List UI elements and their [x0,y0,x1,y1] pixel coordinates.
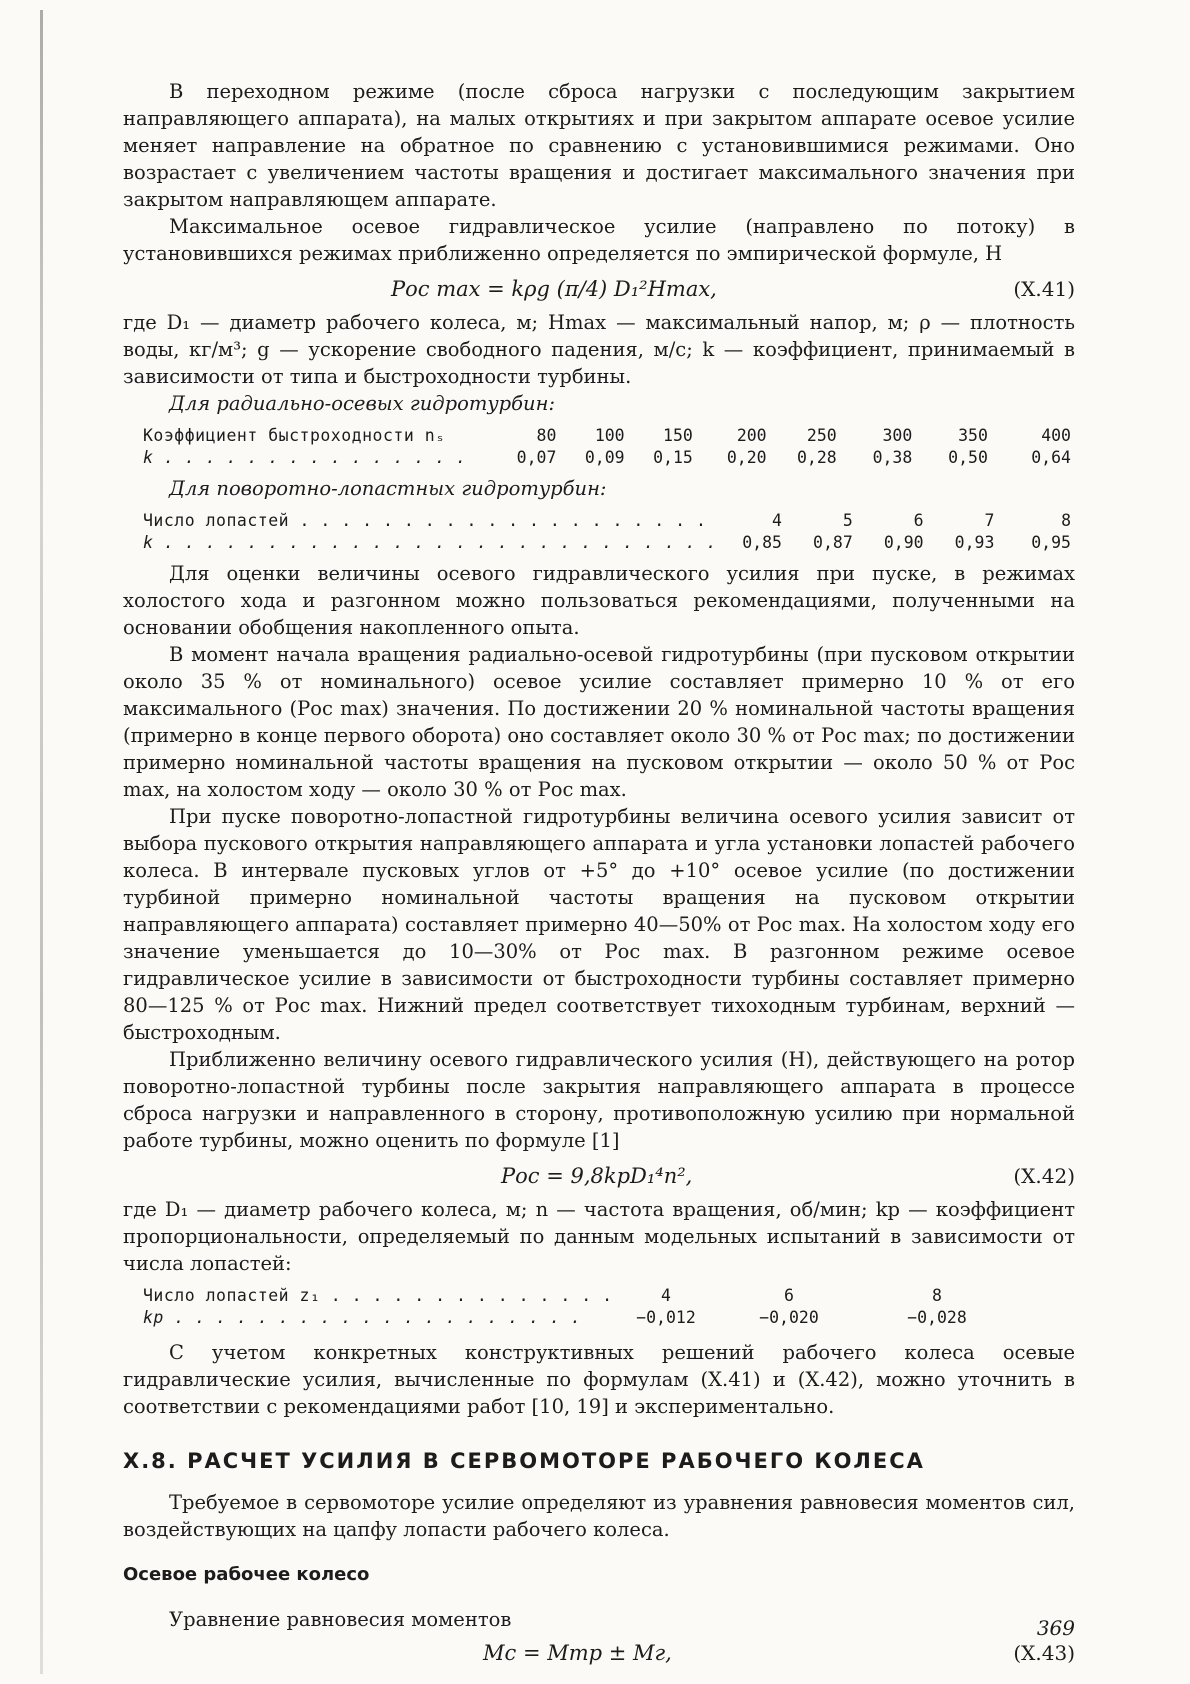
table-cell: 100 [594,426,625,445]
heading-radial-turbines: Для радиально-осевых гидротурбин: [169,392,556,415]
table-row [123,510,1075,532]
table-cell: 0,64 [1031,448,1071,467]
subheading-axial-runner: Осевое рабочее колесо [123,1564,370,1585]
table-row [123,532,1075,554]
table-cell: 0,93 [954,533,995,552]
paragraph-transient-mode: В переходном режиме (после сброса нагрузки с последующим закрытием направляющего аппарата), на малых открытиях и при закрытом аппарате осевое усилие меняет направление на обратное по сравнению с установившимися режимами. Оно возрастает с увеличением частоты вращения и достигает максимального значения при закрытом направляющем аппарате. [123,80,1075,211]
paragraph-kaplan-startup: При пуске поворотно-лопастной гидротурбины величина осевого усилия зависит от выбора пускового открытия направляющего аппарата и угла установки лопастей рабочего колеса. В интервале пусковых углов от +5° до +10° осевое усилие (по достижении турбиной примерно номинальной частоты вращения на пусковом открытии направляющего аппарата) составляет примерно 40—50% от Pос max. На холостом ходу его значение уменьшается до 10—30% от Pос max. В разгонном режиме осевое гидравлическое усилие в зависимости от быстроходности турбины составляет примерно 80—125 % от Pос max. Нижний предел соответствует тихоходным турбинам, верхний — быстроходным. [123,805,1075,1044]
table-cell: 250 [806,426,837,445]
table-label: k . . . . . . . . . . . . . . . [143,448,467,467]
table-row [123,1307,1011,1329]
table-cell: 0,38 [872,448,913,467]
table-cell: 5 [842,511,853,530]
formula-x42-expression: Pос = 9,8kpD₁⁴n², [501,1164,693,1188]
table-row [123,425,1075,447]
paragraph-max-axial-force: Максимальное осевое гидравлическое усилие (направлено по потоку) в установившихся режимах приближенно определяется по эмпирической формуле, Н [123,215,1075,265]
table-radial-coefficients [123,425,1075,469]
page-body [123,78,1075,1671]
formula-x43-number: (X.43) [1013,1641,1075,1665]
formula-x42 [123,1156,1075,1196]
formula-x41-expression: Pос max = kρg (π/4) D₁²Hmax, [391,277,717,301]
table-label: kp . . . . . . . . . . . . . . . . . . . . [143,1308,582,1327]
paragraph-servomotor-force: Требуемое в сервомоторе усилие определяют из уравнения равновесия моментов сил, воздействующих на цапфу лопасти рабочего колеса. [123,1491,1075,1541]
table-cell: −0,028 [907,1308,967,1327]
paragraph-startup-estimate: Для оценки величины осевого гидравлического усилия при пуске, в режимах холостого хода и разгонном можно пользоваться рекомендациями, полученными на основании обобщения накопленного опыта. [123,562,1075,639]
table-cell: 400 [1041,426,1071,445]
table-cell: 0,09 [584,448,625,467]
table-cell: 0,90 [883,533,924,552]
table-cell: 6 [913,511,924,530]
table-cell: 150 [663,426,693,445]
page-number: 369 [1036,1616,1075,1640]
formula-x43-expression: Mс = Mтр ± Mг, [483,1641,672,1665]
scan-edge [40,10,43,1674]
table-kaplan-coefficients [123,510,1075,554]
formula-x42-number: (X.42) [1013,1164,1075,1188]
table-cell: 80 [536,426,557,445]
section-heading-x8: X.8. РАСЧЕТ УСИЛИЯ В СЕРВОМОТОРЕ РАБОЧЕГО КОЛЕСА [123,1449,925,1473]
paragraph-x41-definitions: где D₁ — диаметр рабочего колеса, м; Hmax — максимальный напор, м; ρ — плотность воды, кг/м³; g — ускорение свободного падения, м/с; k — коэффициент, принимаемый в зависимости от типа и быстроходности турбины. [123,311,1075,388]
paragraph-x42-definitions: где D₁ — диаметр рабочего колеса, м; n — частота вращения, об/мин; kp — коэффициент пропорциональности, определяемый по данным модельных испытаний в зависимости от числа лопастей: [123,1198,1075,1275]
table-kp-coefficients [123,1285,1011,1329]
table-cell: 0,95 [1031,533,1071,552]
table-label: Коэффициент быстроходности nₛ [143,426,446,445]
paragraph-moment-equation: Уравнение равновесия моментов [169,1608,512,1631]
table-label: Число лопастей z₁ . . . . . . . . . . . . . . [143,1286,613,1305]
table-label: Число лопастей . . . . . . . . . . . . . . . . . . . . [143,511,707,530]
table-cell: 300 [882,426,913,445]
table-cell: 350 [958,426,988,445]
table-label: k . . . . . . . . . . . . . . . . . . . . . . . . . . . [143,533,717,552]
table-cell: 0,85 [742,533,782,552]
heading-kaplan-turbines: Для поворотно-лопастных гидротурбин: [169,477,607,500]
table-cell: 8 [932,1286,942,1305]
table-row [123,1285,1011,1307]
paragraph-radial-startup: В момент начала вращения радиально-осевой гидротурбины (при пусковом открытии около 35 % от номинального) осевое усилие составляет примерно 10 % от его максимального (Pос max) значения. По достижении 20 % номинальной частоты вращения (примерно в конце первого оборота) оно составляет около 30 % от Pос max; по достижении примерно номинальной частоты вращения на пусковом открытии — около 50 % от Pос max, на холостом ходу — около 30 % от Pос max. [123,643,1075,801]
table-cell: 8 [1061,511,1071,530]
formula-x41-number: (X.41) [1013,277,1075,301]
table-cell: 0,28 [796,448,837,467]
table-cell: 4 [772,511,782,530]
table-cell: 0,07 [516,448,557,467]
table-cell: 0,15 [653,448,693,467]
table-row [123,447,1075,469]
paragraph-rotor-force: Приближенно величину осевого гидравлического усилия (Н), действующего на ротор поворотно-лопастной турбины после закрытия направляющего аппарата в процессе сброса нагрузки и направленного в сторону, противоположную усилию при нормальной работе турбины, можно оценить по формуле [1] [123,1048,1075,1152]
table-cell: −0,012 [636,1308,696,1327]
table-cell: 7 [984,511,995,530]
table-cell: 0,50 [948,448,988,467]
table-cell: 200 [736,426,767,445]
table-cell: 4 [661,1286,671,1305]
table-cell: 0,87 [813,533,853,552]
formula-x41 [123,269,1075,309]
table-cell: 6 [784,1286,794,1305]
table-cell: 0,20 [726,448,767,467]
table-cell: −0,020 [759,1308,819,1327]
formula-x43 [123,1635,1075,1671]
paragraph-refinement: С учетом конкретных конструктивных решений рабочего колеса осевые гидравлические усилия, вычисленные по формулам (X.41) и (X.42), можно уточнить в соответствии с рекомендациями работ [10, 19] и экспериментально. [123,1341,1075,1418]
